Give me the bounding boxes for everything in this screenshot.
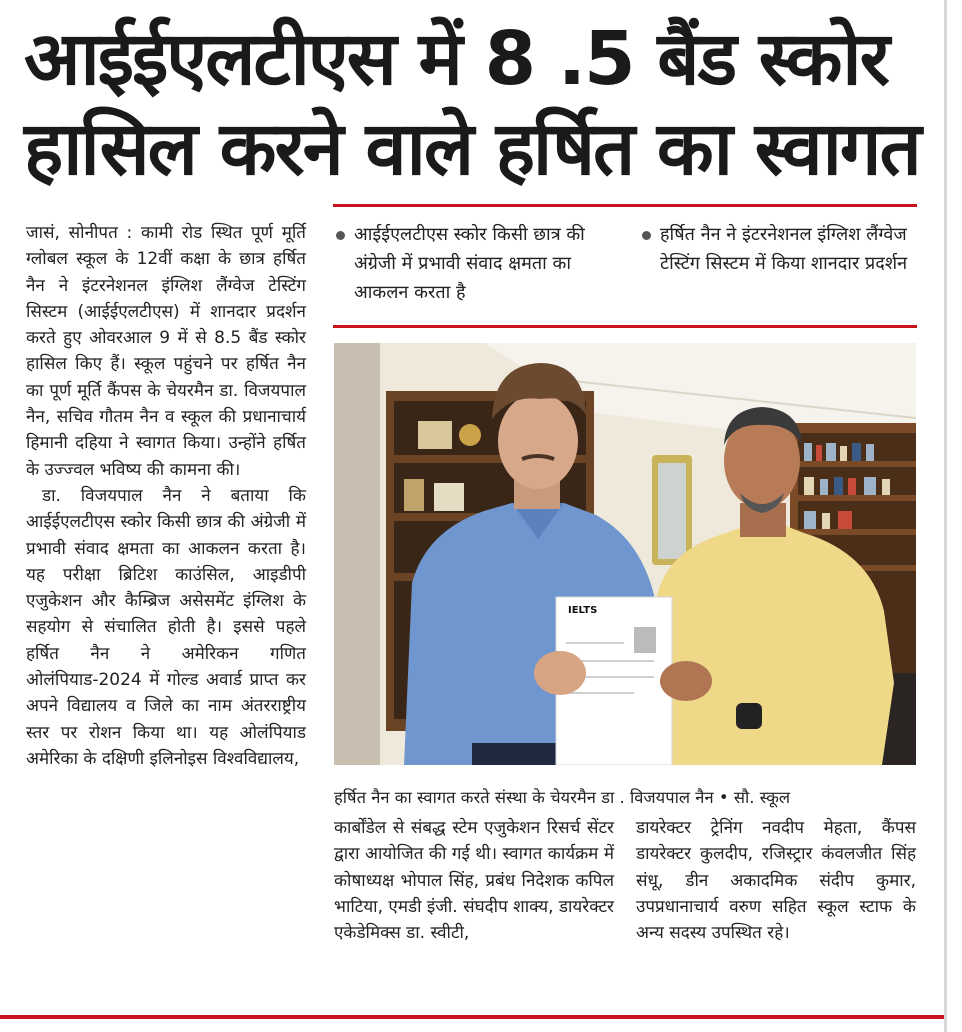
article-paragraph-2: डा. विजयपाल नैन ने बताया कि आईईएलटीएस स्कोर किसी छात्र की अंग्रेजी में प्रभावी संवाद क्षमता का आकलन करता है। यह परीक्षा ब्रिटिश काउंसिल, आइडीपी एजुकेशन और कैम्ब्रिज असेसमेंट इंग्लिश के सहयोग से संचालित होती है। इससे पहले हर्षित नैन ने अमेरिकन गणित ओलंपियाड-2024 में गोल्ड अवार्ड प्राप्त कर अपने विद्यालय व जिले का नाम अंतरराष्ट्रीय स्तर पर रोशन किया था। यह ओलंपियाड अमेरिका के दक्षिणी इलिनोइस विश्वविद्यालय, xyxy=(26,485,306,769)
photo-credit: सौ. स्कूल xyxy=(733,788,791,807)
headline-line-2: हासिल करने वाले हर्षित का स्वागत xyxy=(24,106,920,192)
certificate-label: IELTS xyxy=(568,605,598,616)
bottom-rule xyxy=(0,1015,944,1019)
photo-caption xyxy=(334,786,914,810)
caption-text: हर्षित नैन का स्वागत करते संस्था के चेयरमैन डा . विजयपाल नैन xyxy=(334,788,714,807)
article-column-right xyxy=(636,815,916,946)
article-paragraph-1: जासं, सोनीपत : कामी रोड स्थित पूर्ण मूर्ति ग्लोबल स्कूल के 12वीं कक्षा के छात्र हर्षित नैन ने इंटरनेशनल इंग्लिश लैंग्वेज टेस्टिंग सिस्टम (आईईएलटीएस) में शानदार प्रदर्शन करते हुए ओवरआल 9 में से 8.5 बैंड स्कोर हासिल किए हैं। स्कूल पहुंचने पर हर्षित नैन का पूर्ण मूर्ति कैंपस के चेयरमैन डा. विजयपाल नैन, सचिव गौतम नैन व स्कूल की प्रधानाचार्य हिमानी दहिया ने स्वागत किया। उन्होंने हर्षित के उज्ज्वल भविष्य की कामना की। xyxy=(26,223,306,480)
news-photo xyxy=(334,343,916,765)
highlight-bottom-rule xyxy=(333,325,917,328)
bullet-icon xyxy=(642,231,651,240)
page-edge-divider xyxy=(944,0,947,1032)
highlight-top-rule xyxy=(333,204,917,207)
article-column-middle xyxy=(334,815,614,946)
headline-line-1: आईईएलटीएस में 8 .5 बैंड स्कोर xyxy=(24,16,888,102)
article-column-left xyxy=(26,220,306,772)
bullet-icon xyxy=(336,231,345,240)
article-paragraph-3: कार्बोंडेल से संबद्ध स्टेम एजुकेशन रिसर्च सेंटर द्वारा आयोजित की गई थी। स्वागत कार्यक्रम में कोषाध्यक्ष भोपाल सिंह, प्रबंध निदेशक कपिल भाटिया, एमडी इंजी. संघदीप शाक्य, डायरेक्टर एकेडेमिक्स डा. स्वीटी, xyxy=(334,818,614,944)
bullet-icon: • xyxy=(718,788,734,807)
highlight-item-1: आईईएलटीएस स्कोर किसी छात्र की अंग्रेजी में प्रभावी संवाद क्षमता का आकलन करता है xyxy=(334,220,624,307)
article-paragraph-4: डायरेक्टर ट्रेनिंग नवदीप मेहता, कैंपस डायरेक्टर कुलदीप, रजिस्ट्रार कंवलजीत सिंह संधू, डीन अकादमिक संदीप कुमार, उपप्रधानाचार्य वरुण सहित स्कूल स्टाफ के अन्य सदस्य उपस्थित रहे। xyxy=(636,818,916,944)
highlight-item-2: हर्षित नैन ने इंटरनेशनल इंग्लिश लैंग्वेज टेस्टिंग सिस्टम में किया शानदार प्रदर्शन xyxy=(640,220,930,278)
headline xyxy=(24,14,924,194)
